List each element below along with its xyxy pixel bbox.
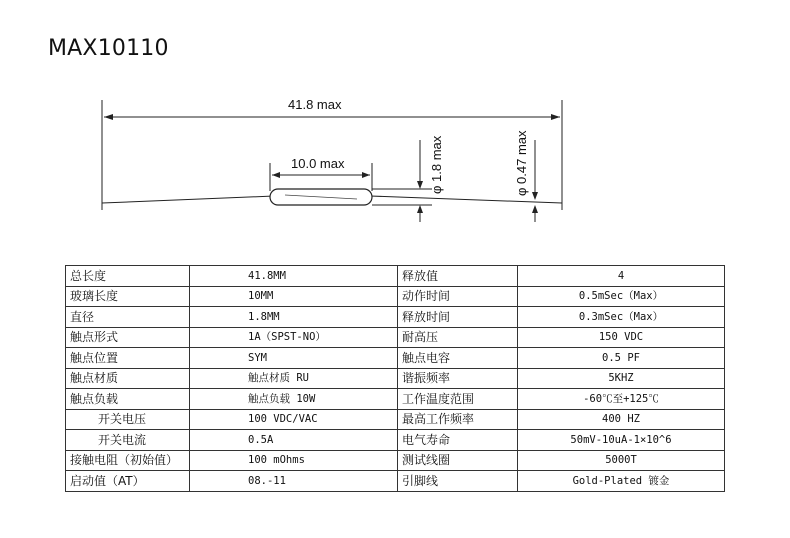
glass-diameter-label: φ 1.8 max [429, 135, 444, 194]
glass-diameter-arrow-bottom [417, 205, 423, 213]
spec-value: 0.5mSec（Max） [518, 286, 725, 307]
spec-label: 测试线圈 [398, 450, 518, 471]
spec-label: 电气寿命 [398, 430, 518, 451]
spec-value: Gold-Plated 镀金 [518, 471, 725, 492]
spec-label: 工作温度范围 [398, 389, 518, 410]
spec-value: 0.3mSec（Max） [518, 307, 725, 328]
lead-diameter-arrow-bottom [532, 205, 538, 213]
spec-value: 1.8MM [190, 307, 398, 328]
spec-value: 10MM [190, 286, 398, 307]
spec-label: 触点形式 [66, 327, 190, 348]
total-length-arrow-left [104, 114, 113, 120]
spec-label: 动作时间 [398, 286, 518, 307]
spec-value: 100 VDC/VAC [190, 409, 398, 430]
table-row [66, 307, 725, 328]
spec-value: 5000T [518, 450, 725, 471]
table-row [66, 348, 725, 369]
table-row [66, 409, 725, 430]
spec-label: 开关电压 [66, 409, 190, 430]
spec-label: 释放值 [398, 266, 518, 287]
spec-label: 启动值（AT） [66, 471, 190, 492]
spec-label: 触点位置 [66, 348, 190, 369]
spec-label: 释放时间 [398, 307, 518, 328]
spec-value: 50mV-10uA-1×10^6 [518, 430, 725, 451]
spec-label: 触点材质 [66, 368, 190, 389]
table-row [66, 471, 725, 492]
spec-label: 触点电容 [398, 348, 518, 369]
spec-value: 400 HZ [518, 409, 725, 430]
lead-right [370, 196, 562, 203]
spec-value: 41.8MM [190, 266, 398, 287]
spec-label: 引脚线 [398, 471, 518, 492]
spec-table [65, 265, 725, 492]
spec-value: 150 VDC [518, 327, 725, 348]
table-row [66, 450, 725, 471]
table-row [66, 266, 725, 287]
spec-label: 玻璃长度 [66, 286, 190, 307]
spec-label: 耐高压 [398, 327, 518, 348]
spec-value: 触点负载 10W [190, 389, 398, 410]
table-row [66, 389, 725, 410]
page-title: MAX10110 [48, 36, 169, 61]
glass-length-label: 10.0 max [291, 156, 345, 171]
spec-value: 0.5 PF [518, 348, 725, 369]
spec-value: 0.5A [190, 430, 398, 451]
spec-value: 1A（SPST-NO） [190, 327, 398, 348]
spec-value: 触点材质 RU [190, 368, 398, 389]
spec-label: 总长度 [66, 266, 190, 287]
spec-label: 触点负载 [66, 389, 190, 410]
spec-value: 5KHZ [518, 368, 725, 389]
table-row [66, 430, 725, 451]
glass-diameter-arrow-top [417, 181, 423, 189]
spec-value: 4 [518, 266, 725, 287]
spec-label: 直径 [66, 307, 190, 328]
spec-label: 开关电流 [66, 430, 190, 451]
table-row [66, 286, 725, 307]
table-row [66, 368, 725, 389]
lead-diameter-label: φ 0.47 max [514, 130, 529, 196]
spec-label: 谐振频率 [398, 368, 518, 389]
lead-left [102, 196, 274, 203]
total-length-label: 41.8 max [288, 97, 342, 112]
spec-value: -60℃至+125℃ [518, 389, 725, 410]
total-length-arrow-right [551, 114, 560, 120]
glass-length-arrow-right [362, 172, 370, 178]
spec-label: 接触电阻（初始值） [66, 450, 190, 471]
reed-switch-dimension-drawing [0, 0, 790, 260]
spec-value: SYM [190, 348, 398, 369]
table-row [66, 327, 725, 348]
glass-length-arrow-left [272, 172, 280, 178]
spec-value: 08.-11 [190, 471, 398, 492]
spec-label: 最高工作频率 [398, 409, 518, 430]
lead-diameter-arrow-top [532, 192, 538, 200]
spec-value: 100 mOhms [190, 450, 398, 471]
